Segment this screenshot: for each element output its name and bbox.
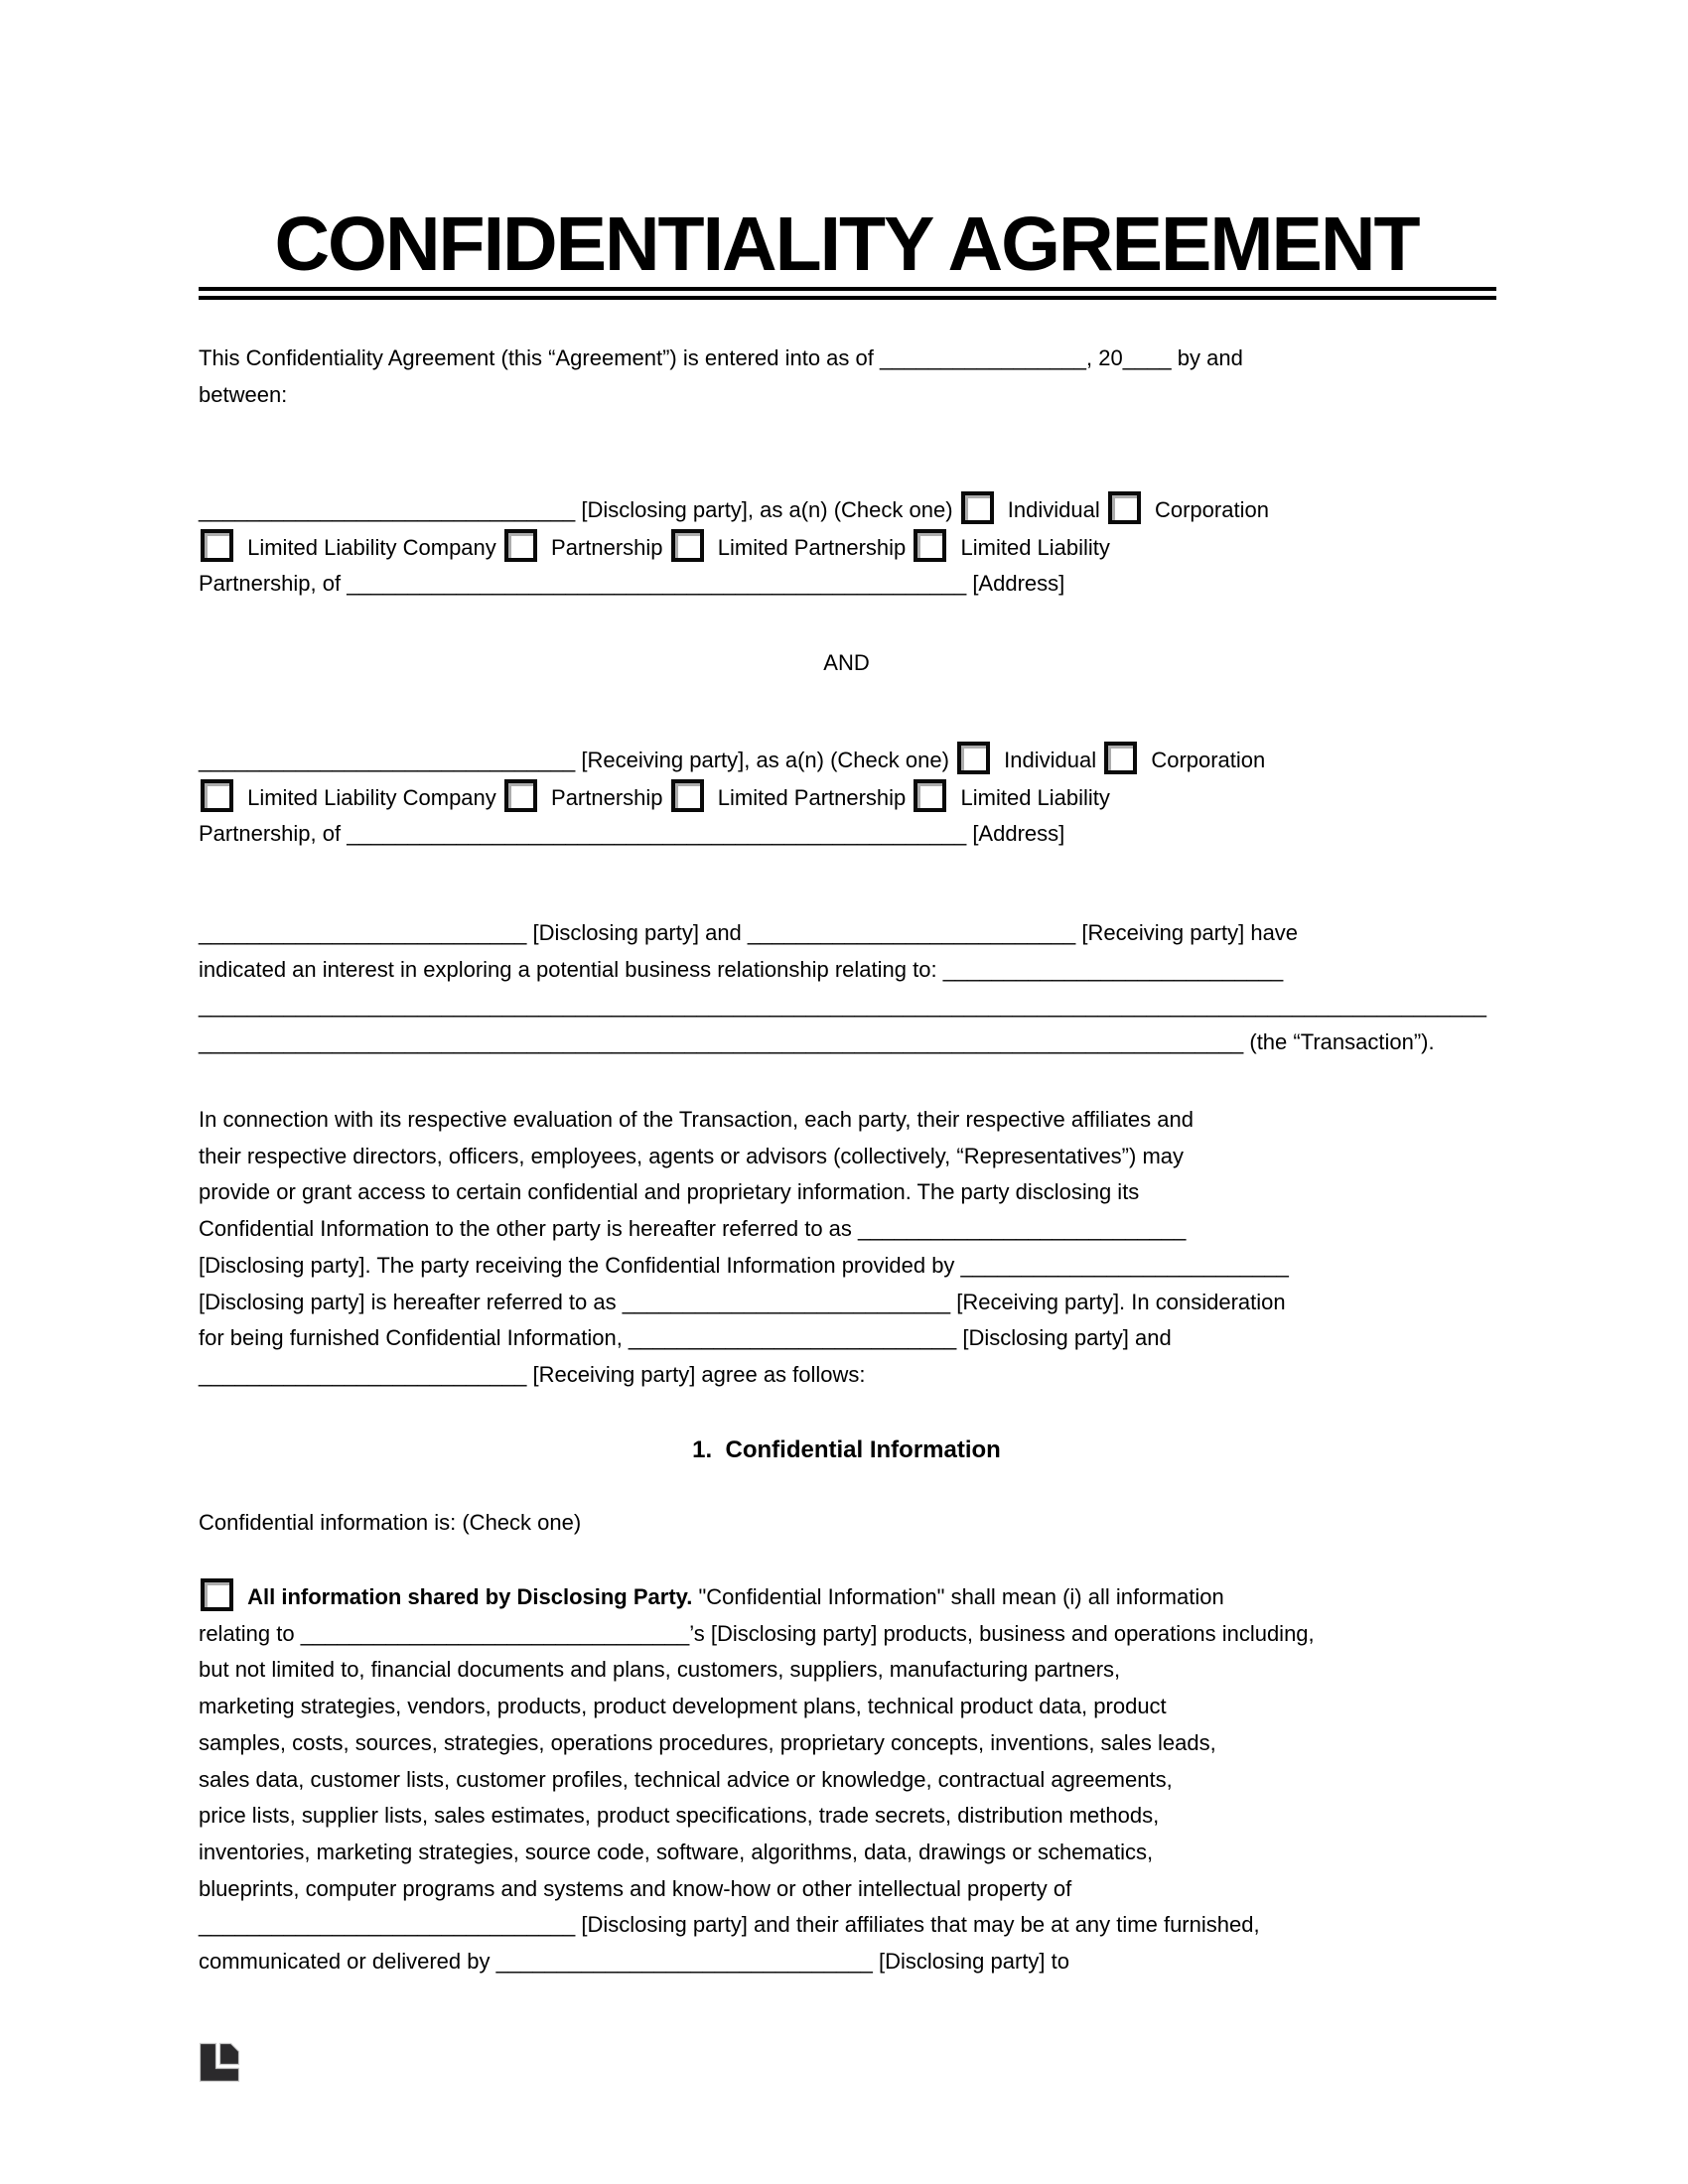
blank-field[interactable]: _______________________________: [199, 748, 576, 772]
business-relationship-clause-line-2: [199, 952, 1494, 989]
text: [Address]: [966, 821, 1065, 847]
consideration-clause-line-3: [199, 1174, 1494, 1211]
all-information-clause-line-1: [199, 1578, 1494, 1616]
text: marketing strategies, vendors, products, product development plans, technical product data, product: [199, 1694, 1167, 1719]
check-one-label: [199, 1505, 1494, 1542]
text: Individual: [998, 748, 1103, 772]
consideration-clause-line-6: [199, 1285, 1494, 1321]
consideration-clause-line-8: [199, 1357, 1494, 1394]
text: Partnership, of: [199, 571, 348, 597]
blank-field[interactable]: _______________________________: [495, 1949, 873, 1975]
all-information-clause-line-5: [199, 1725, 1494, 1762]
all-information-clause-line-7: [199, 1798, 1494, 1835]
business-relationship-clause-line-3: [199, 988, 1494, 1024]
consideration-clause-line-4: [199, 1211, 1494, 1248]
receiving-party-block-line-3: [199, 816, 1494, 853]
all-information-clause: [199, 1578, 1494, 1980]
text: blueprints, computer programs and systems and know-how or other intellectual property of: [199, 1875, 1072, 1901]
text: [Receiving party]. In consideration: [950, 1289, 1286, 1314]
disclosing-party-block-line-3: [199, 566, 1494, 603]
text: Confidential Information to the other party is hereafter referred to as: [199, 1216, 859, 1242]
all-information-clause-line-9: [199, 1871, 1494, 1908]
blank-field[interactable]: ____________________________: [942, 956, 1284, 982]
business-relationship-clause-line-1: [199, 915, 1494, 952]
text: [Receiving party] agree as follows:: [526, 1361, 866, 1387]
text: [Disclosing party] and: [956, 1325, 1172, 1351]
checkbox-disclosing-individual[interactable]: [961, 491, 994, 524]
text: for being furnished Confidential Information,: [199, 1325, 629, 1351]
checkbox-receiving-corporation[interactable]: [1104, 742, 1137, 774]
blank-field[interactable]: ___________________________________________________: [347, 821, 967, 847]
receiving-party-block-line-2: [199, 779, 1494, 817]
text: Limited Liability Company: [241, 784, 502, 810]
intro-clause-line-1: [199, 341, 1494, 377]
check-one-label-line-1: [199, 1505, 1494, 1542]
text: 1. Confidential Information: [692, 1436, 1001, 1463]
text: [Disclosing party] and: [526, 920, 748, 945]
consideration-clause-line-1: [199, 1102, 1494, 1139]
text: indicated an interest in exploring a potential business relationship relating to:: [199, 956, 943, 982]
all-information-clause-line-2: [199, 1616, 1494, 1653]
text: Partnership: [544, 534, 669, 560]
bold-text: All information shared by Disclosing Party.: [247, 1584, 693, 1609]
blank-field[interactable]: ___________________________: [960, 1252, 1289, 1278]
business-relationship-clause: [199, 915, 1494, 1061]
text: their respective directors, officers, employees, agents or advisors (collectively, “Representatives”) may: [199, 1143, 1185, 1168]
business-relationship-clause-line-4: [199, 1024, 1494, 1061]
text: Limited Liability: [954, 784, 1110, 810]
title-double-rule: [199, 287, 1496, 300]
section-1-heading: [199, 1433, 1494, 1469]
and-separator: [199, 645, 1494, 682]
blank-field[interactable]: ___________________________: [622, 1289, 951, 1314]
blank-field[interactable]: __________________________________________________________________________________________________________: [199, 993, 1486, 1019]
blank-field[interactable]: ____: [1122, 345, 1172, 370]
text: ’s [Disclosing party] products, business and operations including,: [689, 1620, 1315, 1646]
checkbox-disclosing-limited-liability-company[interactable]: [201, 529, 233, 562]
blank-field[interactable]: ___________________________: [628, 1325, 957, 1351]
text: provide or grant access to certain confidential and proprietary information. The party disclosing its: [199, 1179, 1140, 1205]
consideration-clause: [199, 1102, 1494, 1394]
disclosing-party-block-line-2: [199, 529, 1494, 567]
text: samples, costs, sources, strategies, operations procedures, proprietary concepts, inventions, sales leads,: [199, 1729, 1216, 1755]
text: Individual: [1001, 497, 1106, 522]
text: AND: [823, 650, 870, 675]
consideration-clause-line-7: [199, 1320, 1494, 1357]
text: [Disclosing party] is hereafter referred to as: [199, 1289, 623, 1314]
text: by and: [1171, 345, 1243, 370]
all-information-clause-line-6: [199, 1762, 1494, 1799]
blank-field[interactable]: ___________________________: [199, 920, 527, 945]
checkbox-receiving-limited-partnership[interactable]: [671, 779, 704, 812]
checkbox-receiving-partnership[interactable]: [504, 779, 537, 812]
all-information-clause-line-8: [199, 1835, 1494, 1871]
text: This Confidentiality Agreement (this “Agreement”) is entered into as of: [199, 345, 880, 370]
all-information-clause-line-11: [199, 1944, 1494, 1980]
blank-field[interactable]: _________________: [880, 345, 1087, 370]
section-1-heading-line-1: [199, 1433, 1494, 1469]
consideration-clause-line-5: [199, 1248, 1494, 1285]
text: [Receiving party], as a(n) (Check one): [575, 748, 956, 772]
text: [Address]: [966, 571, 1065, 597]
text: communicated or delivered by: [199, 1949, 496, 1975]
blank-field[interactable]: _______________________________: [199, 497, 576, 522]
text: but not limited to, financial documents and plans, customers, suppliers, manufacturing partners,: [199, 1657, 1121, 1683]
text: sales data, customer lists, customer profiles, technical advice or knowledge, contractual agreements,: [199, 1766, 1173, 1792]
text: Limited Liability Company: [241, 534, 502, 560]
text: [Disclosing party], as a(n) (Check one): [575, 497, 959, 522]
text: (the “Transaction”).: [1243, 1029, 1435, 1055]
text: In connection with its respective evaluation of the Transaction, each party, their respective affiliates and: [199, 1107, 1194, 1132]
text: Limited Partnership: [711, 534, 913, 560]
text: "Confidential Information" shall mean (i) all information: [692, 1584, 1224, 1609]
checkbox-disclosing-partnership[interactable]: [504, 529, 537, 562]
text: [Disclosing party] to: [872, 1949, 1069, 1975]
text: Partnership, of: [199, 821, 348, 847]
text: Corporation: [1148, 497, 1269, 522]
all-information-clause-line-3: [199, 1652, 1494, 1689]
blank-field[interactable]: ___________________________: [747, 920, 1076, 945]
text: between:: [199, 381, 288, 407]
blank-field[interactable]: ___________________________________________________: [347, 571, 967, 597]
checkbox-disclosing-corporation[interactable]: [1108, 491, 1141, 524]
text: price lists, supplier lists, sales estimates, product specifications, trade secrets, distribution methods,: [199, 1803, 1160, 1829]
text: inventories, marketing strategies, source code, software, algorithms, data, drawings or schematics,: [199, 1839, 1154, 1864]
checkbox-receiving-limited-liability-partnership[interactable]: [914, 779, 946, 812]
text: [Receiving party] have: [1075, 920, 1299, 945]
text: [Disclosing party] and their affiliates that may be at any time furnished,: [575, 1912, 1260, 1938]
all-information-clause-line-10: [199, 1907, 1494, 1944]
all-information-clause-line-4: [199, 1689, 1494, 1725]
checkbox-all-information-shared[interactable]: [201, 1578, 233, 1611]
receiving-party-block-line-1: [199, 742, 1494, 779]
text: relating to: [199, 1620, 301, 1646]
blank-field[interactable]: ______________________________________________________________________________________: [199, 1029, 1244, 1055]
text: Partnership: [544, 784, 669, 810]
and-separator-line-1: [199, 645, 1494, 682]
disclosing-party-block: [199, 491, 1494, 603]
disclosing-party-block-line-1: [199, 491, 1494, 529]
consideration-clause-line-2: [199, 1139, 1494, 1175]
checkbox-receiving-limited-liability-company[interactable]: [201, 779, 233, 812]
checkbox-receiving-individual[interactable]: [957, 742, 990, 774]
blank-field[interactable]: ___________________________: [858, 1216, 1187, 1242]
receiving-party-block: [199, 742, 1494, 853]
intro-clause: [199, 341, 1494, 413]
document-title: CONFIDENTIALITY AGREEMENT: [274, 202, 1419, 287]
legal-templates-logo-icon: [199, 2042, 240, 2083]
text: Confidential information is: (Check one): [199, 1510, 582, 1535]
checkbox-disclosing-limited-liability-partnership[interactable]: [914, 529, 946, 562]
text: , 20: [1086, 345, 1123, 370]
text: Corporation: [1145, 748, 1266, 772]
text: [Disclosing party]. The party receiving the Confidential Information provided by: [199, 1252, 961, 1278]
text: Limited Liability: [954, 534, 1110, 560]
blank-field[interactable]: ________________________________: [300, 1620, 690, 1646]
intro-clause-line-2: [199, 377, 1494, 414]
text: Limited Partnership: [711, 784, 913, 810]
checkbox-disclosing-limited-partnership[interactable]: [671, 529, 704, 562]
blank-field[interactable]: _______________________________: [199, 1912, 576, 1938]
blank-field[interactable]: ___________________________: [199, 1361, 527, 1387]
